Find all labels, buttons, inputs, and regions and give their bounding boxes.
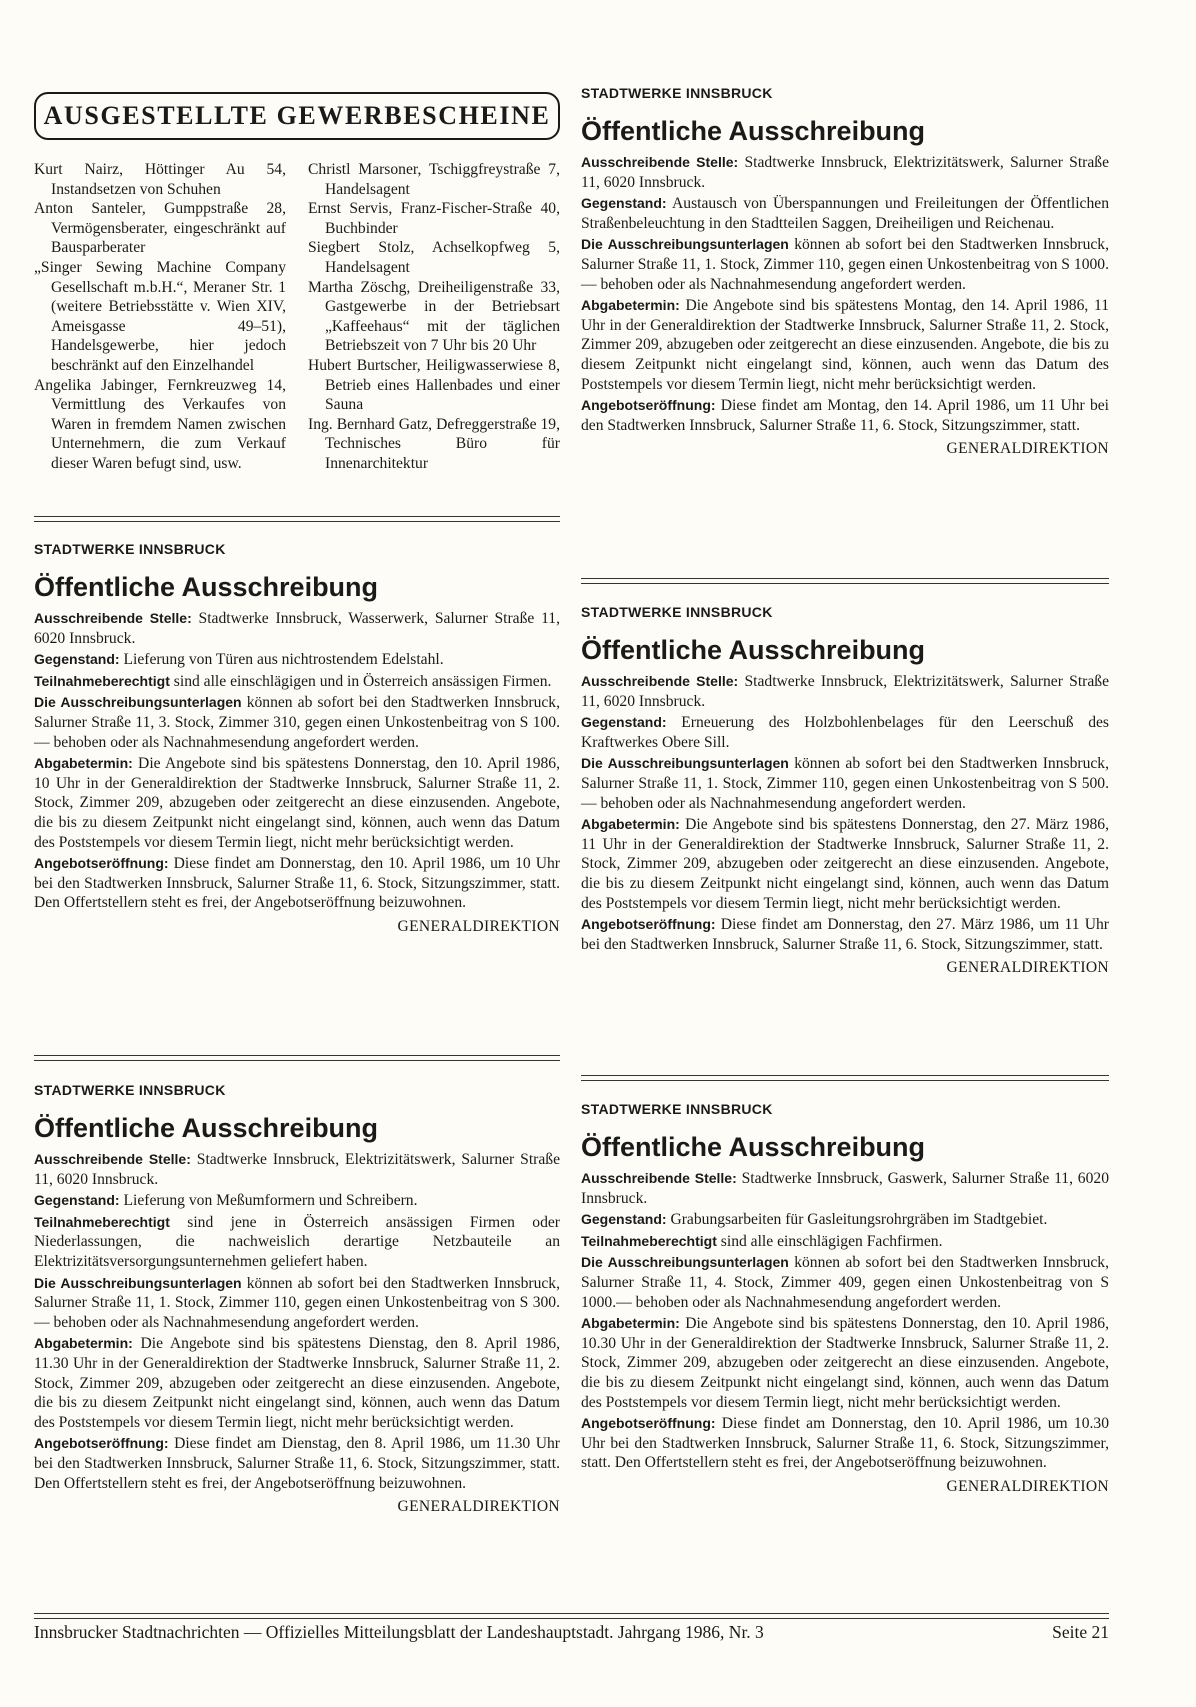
tender-opening: Angebotseröffnung: Diese findet am Donnerstag, den 10. April 1986, um 10.30 Uhr bei den Stadtwerken Innsbruck, Salurner Straße 11, 6. Stock, Sitzungszimmer, statt. Den Offertstellern steht es frei, der Angebotseröffnung beizuwohnen. [581, 1415, 1109, 1472]
tender-subject: Gegenstand: Lieferung von Türen aus nichtrostendem Edelstahl. [34, 651, 444, 669]
gewerbescheine-column-2 [308, 160, 560, 474]
section-org: STADTWERKE INNSBRUCK [34, 1082, 226, 1098]
tender-documents: Die Ausschreibungsunterlagen können ab sofort bei den Stadtwerken Innsbruck, Salurner Straße 11, 3. Stock, Zimmer 310, gegen einen Unkostenbeitrag von S 100.— behoben oder als Nachnahmesendung angefordert werden. [34, 694, 560, 751]
tender-subject: Gegenstand: Austausch von Überspannungen und Freileitungen der Öffentlichen Straßenbeleuchtung in den Stadtteilen Saggen, Dreiheiligen und Reichenau. [581, 195, 1109, 232]
tender-opening: Angebotseröffnung: Diese findet am Montag, den 14. April 1986, um 11 Uhr bei den Stadtwerken Innsbruck, Salurner Straße 11, 6. Stock, Sitzungszimmer, statt. [581, 397, 1109, 434]
gewerbeschein-entry: Ing. Bernhard Gatz, Defreggerstraße 19, Technisches Büro für Innenarchitektur [308, 415, 560, 472]
gewerbeschein-entry: Martha Zöschg, Dreiheiligenstraße 33, Gastgewerbe in der Betriebsart „Kaffeehaus“ mit der täglichen Betriebszeit von 7 Uhr bis 20 Uhr [308, 278, 560, 355]
section-headline: Öffentliche Ausschreibung [34, 1113, 379, 1143]
page-footer [34, 1618, 1109, 1643]
tender-notice-transducers [34, 1081, 560, 1517]
tender-issuer: Ausschreibende Stelle: Stadtwerke Innsbruck, Gaswerk, Salurner Straße 11, 6020 Innsbruck. [581, 1170, 1109, 1207]
section-divider [34, 1055, 560, 1061]
tender-eligibility: Teilnahmeberechtigt sind alle einschlägigen Fachfirmen. [581, 1232, 943, 1250]
publication-line: Innsbrucker Stadtnachrichten — Offizielles Mitteilungsblatt der Landeshauptstadt. Jahrgang 1986, Nr. 3 [34, 1622, 764, 1642]
tender-notice-street-lighting [581, 84, 1109, 459]
tender-issuer: Ausschreibende Stelle: Stadtwerke Innsbruck, Elektrizitätswerk, Salurner Straße 11, 6020 Innsbruck. [34, 1151, 560, 1188]
gewerbescheine-title: AUSGESTELLTE GEWERBESCHEINE [34, 92, 560, 140]
tender-documents: Die Ausschreibungsunterlagen können ab sofort bei den Stadtwerken Innsbruck, Salurner Straße 11, 4. Stock, Zimmer 409, gegen einen Unkostenbeitrag von S 1000.— behoben oder als Nachnahmesendung angefordert werden. [581, 1254, 1109, 1311]
section-divider [581, 578, 1109, 584]
tender-documents: Die Ausschreibungsunterlagen können ab sofort bei den Stadtwerken Innsbruck, Salurner Straße 11, 1. Stock, Zimmer 110, gegen einen Unkostenbeitrag von S 300.— behoben oder als Nachnahmesendung angefordert werden. [34, 1274, 560, 1331]
section-org: STADTWERKE INNSBRUCK [581, 1101, 773, 1117]
gewerbescheine-column-1 [34, 160, 286, 474]
gewerbeschein-entry: Hubert Burtscher, Heiligwasserwiese 8, Betrieb eines Hallenbades und einer Sauna [308, 356, 560, 414]
tender-subject: Gegenstand: Grabungsarbeiten für Gasleitungsrohrgräben im Stadtgebiet. [581, 1211, 1048, 1229]
section-divider [34, 516, 560, 522]
tender-opening: Angebotseröffnung: Diese findet am Donnerstag, den 10. April 1986, um 10 Uhr bei den Stadtwerken Innsbruck, Salurner Straße 11, 6. Stock, Sitzungszimmer, statt. Den Offertstellern steht es frei, der Angebotseröffnung beizuwohnen. [34, 855, 560, 912]
section-headline: Öffentliche Ausschreibung [581, 635, 926, 665]
section-headline: Öffentliche Ausschreibung [34, 572, 379, 602]
section-signature: GENERALDIREKTION [397, 917, 560, 935]
tender-eligibility: Teilnahmeberechtigt sind jene in Österreich ansässigen Firmen oder Niederlassungen, die nachweislich derartige Netzbauteile an Elektrizitätsversorgungsunternehmen geliefert haben. [34, 1213, 560, 1270]
section-headline: Öffentliche Ausschreibung [581, 1132, 926, 1162]
gewerbeschein-entry: Anton Santeler, Gumppstraße 28, Vermögensberater, eingeschränkt auf Bausparberater [34, 200, 286, 257]
tender-deadline: Abgabetermin: Die Angebote sind bis spätestens Donnerstag, den 27. März 1986, 11 Uhr in der Generaldirektion der Stadtwerke Innsbruck, Salurner Straße 11, 2. Stock, Zimmer 209, abzugeben oder zeitgerecht an diese einzusenden. Angebote, die bis zu diesem Zeitpunkt nicht eingelangt sind, können, auch wenn das Datum des Poststempels vor diesem Termin liegt, nicht mehr berücksichtigt werden. [581, 816, 1109, 912]
tender-opening: Angebotseröffnung: Diese findet am Donnerstag, den 27. März 1986, um 11 Uhr bei den Stadtwerken Innsbruck, Salurner Straße 11, 6. Stock, Sitzungszimmer, statt. [581, 916, 1109, 953]
gewerbeschein-entry: Ernst Servis, Franz-Fischer-Straße 40, Buchbinder [308, 200, 560, 237]
section-signature: GENERALDIREKTION [397, 1498, 560, 1516]
page-number: Seite 21 [1052, 1622, 1109, 1642]
tender-deadline: Abgabetermin: Die Angebote sind bis spätestens Donnerstag, den 10. April 1986, 10 Uhr in der Generaldirektion der Stadtwerke Innsbruck, Salurner Straße 11, 2. Stock, Zimmer 209, abzugeben oder zeitgerecht an diese einzusenden. Angebote, die bis zu diesem Zeitpunkt nicht eingelangt sind, können, auch wenn das Datum des Poststempels vor diesem Termin liegt, nicht mehr berücksichtigt werden. [34, 755, 560, 851]
tender-subject: Gegenstand: Erneuerung des Holzbohlenbelages für den Leerschuß des Kraftwerkes Obere Sill. [581, 714, 1109, 751]
tender-eligibility: Teilnahmeberechtigt sind alle einschlägigen und in Österreich ansässigen Firmen. [34, 672, 552, 690]
section-org: STADTWERKE INNSBRUCK [581, 604, 773, 620]
tender-deadline: Abgabetermin: Die Angebote sind bis spätestens Dienstag, den 8. April 1986, 11.30 Uhr in der Generaldirektion der Stadtwerke Innsbruck, Salurner Straße 11, 2. Stock, Zimmer 209, abzugeben oder zeitgerecht an diese einzusenden. Angebote, die bis zu diesem Zeitpunkt nicht eingelangt sind, können, auch wenn das Datum des Poststempels vor diesem Termin liegt, nicht mehr berücksichtigt werden. [34, 1335, 560, 1431]
tender-documents: Die Ausschreibungsunterlagen können ab sofort bei den Stadtwerken Innsbruck, Salurner Straße 11, 1. Stock, Zimmer 110, gegen einen Unkostenbeitrag von S 500.— behoben oder als Nachnahmesendung angefordert werden. [581, 755, 1109, 812]
section-signature: GENERALDIREKTION [946, 440, 1109, 458]
section-signature: GENERALDIREKTION [946, 1477, 1109, 1495]
section-signature: GENERALDIREKTION [946, 959, 1109, 977]
gewerbeschein-entry: Christl Marsoner, Tschiggfreystraße 7, Handelsagent [308, 161, 560, 198]
tender-notice-wood-planks [581, 603, 1109, 978]
section-headline: Öffentliche Ausschreibung [581, 116, 926, 146]
tender-documents: Die Ausschreibungsunterlagen können ab sofort bei den Stadtwerken Innsbruck, Salurner Straße 11, 1. Stock, Zimmer 110, gegen einen Unkostenbeitrag von S 1000.— behoben oder als Nachnahmesendung angefordert werden. [581, 236, 1109, 293]
tender-notice-water-doors [34, 540, 560, 937]
gewerbeschein-entry: Kurt Nairz, Höttinger Au 54, Instandsetzen von Schuhen [34, 161, 286, 198]
section-org: STADTWERKE INNSBRUCK [581, 85, 773, 101]
gewerbescheine-list [34, 160, 560, 474]
tender-deadline: Abgabetermin: Die Angebote sind bis spätestens Montag, den 14. April 1986, 11 Uhr in der Generaldirektion der Stadtwerke Innsbruck, Salurner Straße 11, 2. Stock, Zimmer 209, abzugeben oder zeitgerecht an diese einzusenden. Angebote, die bis zu diesem Zeitpunkt nicht eingelangt sind, können, auch wenn das Datum des Poststempels vor diesem Termin liegt, nicht mehr berücksichtigt werden. [581, 297, 1109, 393]
section-org: STADTWERKE INNSBRUCK [34, 541, 226, 557]
tender-subject: Gegenstand: Lieferung von Meßumformern und Schreibern. [34, 1192, 418, 1210]
tender-issuer: Ausschreibende Stelle: Stadtwerke Innsbruck, Wasserwerk, Salurner Straße 11, 6020 Innsbruck. [34, 610, 561, 647]
tender-issuer: Ausschreibende Stelle: Stadtwerke Innsbruck, Elektrizitätswerk, Salurner Straße 11, 6020 Innsbruck. [581, 154, 1110, 191]
tender-deadline: Abgabetermin: Die Angebote sind bis spätestens Donnerstag, den 10. April 1986, 10.30 Uhr in der Generaldirektion der Stadtwerke Innsbruck, Salurner Straße 11, 2. Stock, Zimmer 209, abzugeben oder zeitgerecht an diese einzusenden. Angebote, die bis zu diesem Zeitpunkt nicht eingelangt sind, können, auch wenn das Datum des Poststempels vor diesem Termin liegt, nicht mehr berücksichtigt werden. [581, 1315, 1109, 1411]
tender-issuer: Ausschreibende Stelle: Stadtwerke Innsbruck, Elektrizitätswerk, Salurner Straße 11, 6020 Innsbruck. [581, 673, 1110, 710]
gewerbeschein-entry: „Singer Sewing Machine Company Gesellschaft m.b.H.“, Meraner Str. 1 (weitere Betriebsstätte v. Wien XIV, Ameisgasse 49–51), Handelsgewerbe, hier jedoch beschränkt auf den Einzelhandel [34, 258, 286, 374]
gewerbeschein-entry: Siegbert Stolz, Achselkopfweg 5, Handelsagent [308, 239, 560, 276]
tender-notice-gas-trenches [581, 1100, 1109, 1497]
section-divider [581, 1075, 1109, 1081]
gewerbeschein-entry: Angelika Jabinger, Fernkreuzweg 14, Vermittlung des Verkaufes von Waren in fremdem Namen zwischen Unternehmern, die zum Verkauf dieser Waren befugt sind, usw. [34, 376, 286, 472]
tender-opening: Angebotseröffnung: Diese findet am Dienstag, den 8. April 1986, um 11.30 Uhr bei den Stadtwerken Innsbruck, Salurner Straße 11, 6. Stock, Sitzungszimmer, statt. Den Offertstellern steht es frei, der Angebotseröffnung beizuwohnen. [34, 1435, 560, 1492]
